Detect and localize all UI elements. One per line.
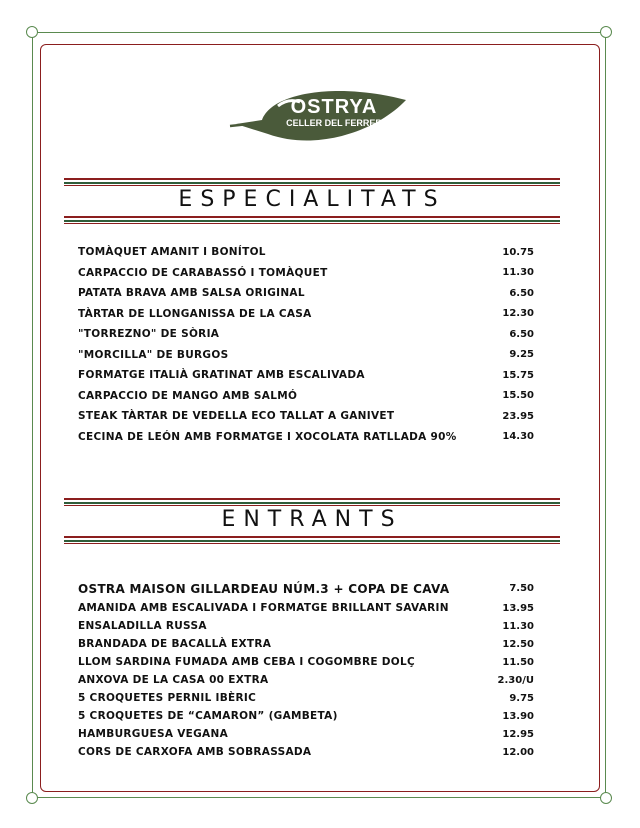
item-name: BRANDADA DE BACALLÀ EXTRA bbox=[78, 638, 272, 650]
item-price: 11.30 bbox=[502, 620, 534, 632]
item-price: 11.50 bbox=[502, 656, 534, 668]
item-name: HAMBURGUESA VEGANA bbox=[78, 728, 228, 740]
section-rule-bottom bbox=[64, 216, 560, 224]
item-price: 15.75 bbox=[502, 369, 534, 381]
item-price: 14.30 bbox=[502, 431, 534, 443]
menu-item bbox=[78, 578, 534, 599]
item-name: "TORREZNO" DE SÒRIA bbox=[78, 328, 220, 341]
corner-ornament-tl bbox=[26, 26, 38, 38]
section-rule-top bbox=[64, 178, 560, 186]
item-name: "MORCILLA" DE BURGOS bbox=[78, 348, 229, 361]
corner-ornament-br bbox=[600, 792, 612, 804]
menu-item bbox=[78, 725, 534, 743]
item-name: TOMÀQUET AMANIT I BONÍTOL bbox=[78, 246, 266, 259]
menu-item bbox=[78, 283, 534, 304]
menu-item bbox=[78, 427, 534, 448]
section-title-especialitats: ESPECIALITATS bbox=[178, 187, 446, 212]
item-price: 23.95 bbox=[502, 410, 534, 422]
menu-item bbox=[78, 263, 534, 284]
logo bbox=[228, 80, 410, 152]
menu-item bbox=[78, 689, 534, 707]
item-name: CECINA DE LEÓN AMB FORMATGE I XOCOLATA RATLLADA 90% bbox=[78, 430, 457, 443]
item-name: PATATA BRAVA AMB SALSA ORIGINAL bbox=[78, 287, 305, 300]
especialitats-list bbox=[78, 242, 534, 447]
item-price: 15.50 bbox=[502, 390, 534, 402]
item-name: ENSALADILLA RUSSA bbox=[78, 620, 207, 632]
item-name: ANXOVA DE LA CASA 00 EXTRA bbox=[78, 674, 269, 686]
menu-item bbox=[78, 743, 534, 761]
menu-item bbox=[78, 386, 534, 407]
menu-item bbox=[78, 365, 534, 386]
section-title-entrants: ENTRANTS bbox=[221, 507, 403, 532]
item-name: CARPACCIO DE MANGO AMB SALMÓ bbox=[78, 389, 298, 402]
item-name: CARPACCIO DE CARABASSÓ I TOMÀQUET bbox=[78, 266, 328, 279]
item-price: 12.50 bbox=[502, 638, 534, 650]
item-price: 6.50 bbox=[509, 287, 534, 299]
item-name: LLOM SARDINA FUMADA AMB CEBA I COGOMBRE DOLÇ bbox=[78, 656, 416, 668]
menu-item bbox=[78, 345, 534, 366]
section-rule-bottom bbox=[64, 536, 560, 544]
item-price: 10.75 bbox=[502, 246, 534, 258]
item-price: 12.00 bbox=[502, 746, 534, 758]
item-price: 7.50 bbox=[509, 583, 534, 594]
item-price: 13.90 bbox=[502, 710, 534, 722]
item-name: TÀRTAR DE LLONGANISSA DE LA CASA bbox=[78, 307, 312, 320]
logo-subtitle: CELLER DEL FERRER bbox=[286, 118, 382, 128]
menu-item bbox=[78, 617, 534, 635]
logo-brand: OSTRYA bbox=[290, 96, 378, 118]
leaf-icon bbox=[228, 80, 410, 152]
section-rule-top bbox=[64, 498, 560, 506]
menu-item bbox=[78, 304, 534, 325]
item-name: STEAK TÀRTAR DE VEDELLA ECO TALLAT A GANIVET bbox=[78, 410, 395, 423]
item-price: 11.30 bbox=[502, 267, 534, 279]
menu-item bbox=[78, 635, 534, 653]
menu-item bbox=[78, 242, 534, 263]
item-price: 12.95 bbox=[502, 728, 534, 740]
item-price: 12.30 bbox=[502, 308, 534, 320]
corner-ornament-tr bbox=[600, 26, 612, 38]
item-price: 9.75 bbox=[509, 692, 534, 704]
menu-item bbox=[78, 707, 534, 725]
item-name: FORMATGE ITALIÀ GRATINAT AMB ESCALIVADA bbox=[78, 369, 365, 382]
item-name: 5 CROQUETES PERNIL IBÈRIC bbox=[78, 692, 257, 704]
item-name: AMANIDA AMB ESCALIVADA I FORMATGE BRILLANT SAVARIN bbox=[78, 602, 449, 614]
item-price: 13.95 bbox=[502, 602, 534, 614]
item-name: CORS DE CARXOFA AMB SOBRASSADA bbox=[78, 746, 312, 758]
item-name: OSTRA MAISON GILLARDEAU NÚM.3 + COPA DE CAVA bbox=[78, 581, 450, 596]
item-price: 9.25 bbox=[509, 349, 534, 361]
item-price: 2.30/U bbox=[497, 674, 534, 686]
menu-item bbox=[78, 653, 534, 671]
corner-ornament-bl bbox=[26, 792, 38, 804]
menu-item bbox=[78, 406, 534, 427]
menu-item bbox=[78, 324, 534, 345]
menu-item bbox=[78, 599, 534, 617]
item-name: 5 CROQUETES DE “CAMARON” (GAMBETA) bbox=[78, 710, 338, 722]
entrants-list bbox=[78, 578, 534, 761]
menu-item bbox=[78, 671, 534, 689]
item-price: 6.50 bbox=[509, 328, 534, 340]
